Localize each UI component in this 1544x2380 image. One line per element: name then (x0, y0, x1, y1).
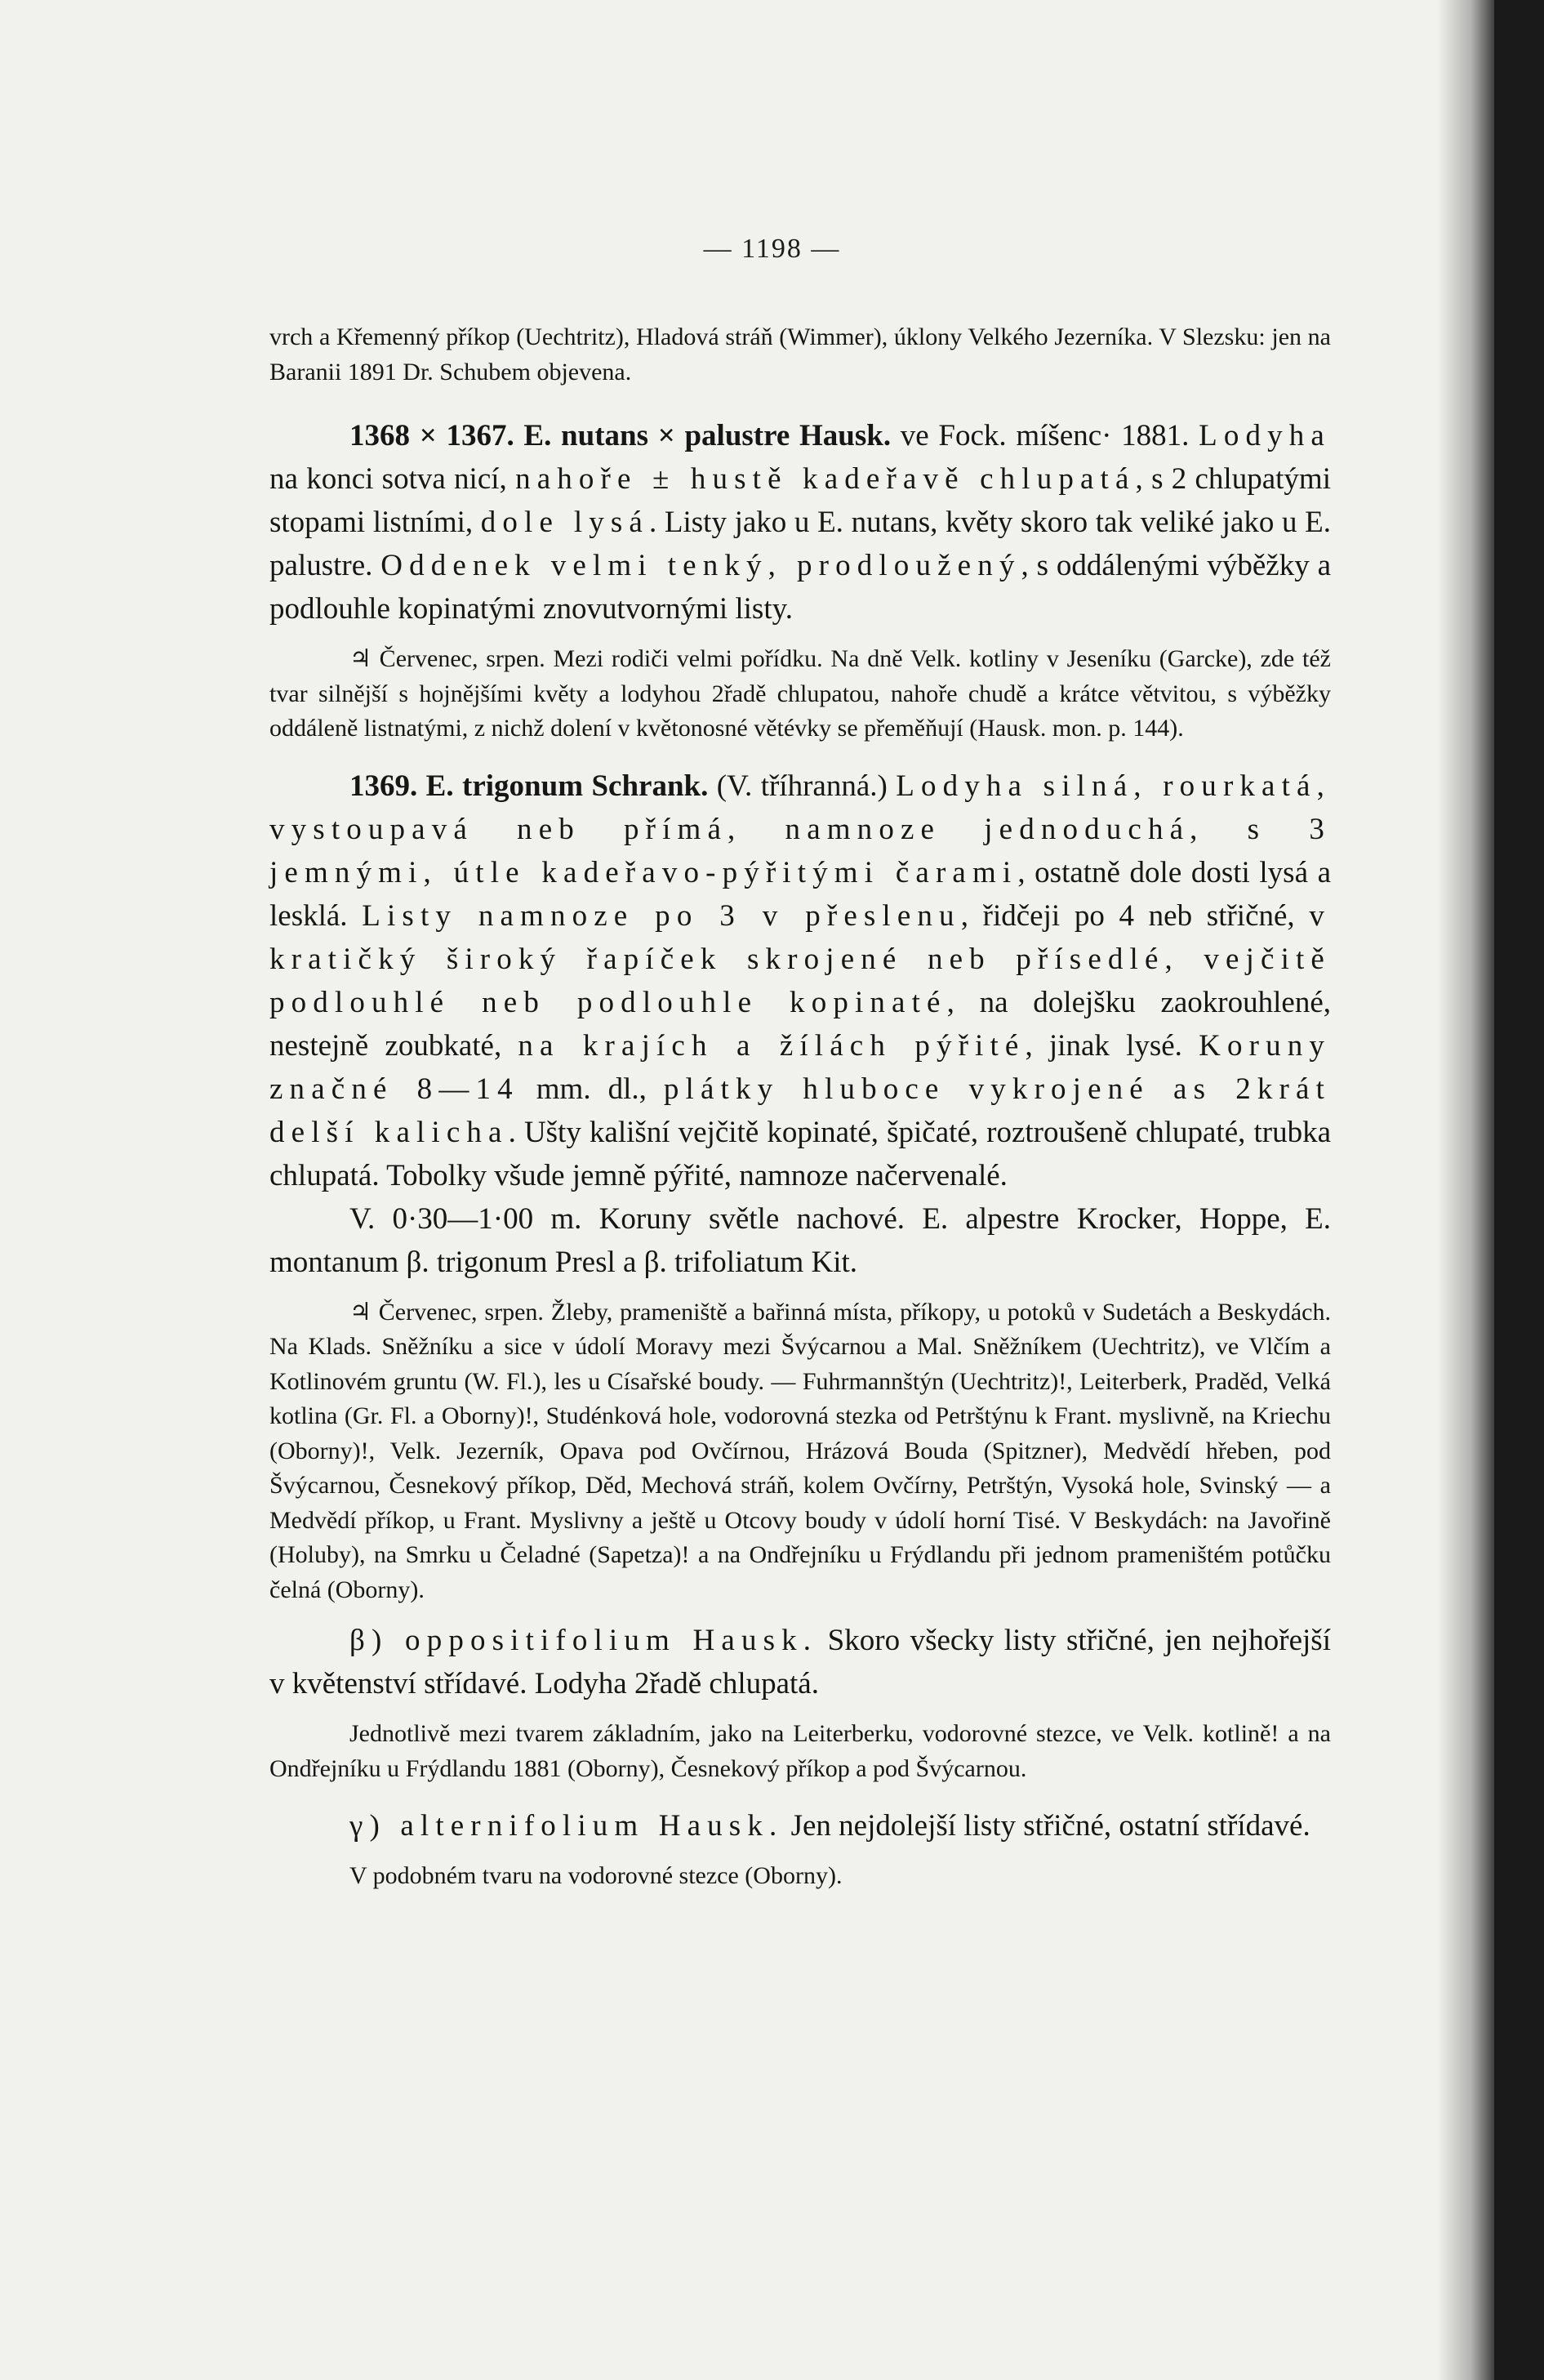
entry-1369 (269, 764, 1331, 1197)
entry-1369-spaced-3: Listy namnoze po 3 v přeslenu (362, 898, 961, 933)
variety-beta (269, 1619, 1331, 1705)
variety-beta-text: Skoro všecky listy střičné, jen nejhořejší v květenství střídavé. Lodyha 2řadě chlupatá. (269, 1624, 1331, 1700)
entry-1369-text-4: , řidčeji po 4 neb střičné, (960, 898, 1310, 933)
entry-1369-spaced-5: v kratičký široký řapíček skrojené neb přísedlé, vejčitě podlouhlé neb podlouhle kopinaté (269, 898, 1331, 1019)
note-1369: ♃ Červenec, srpen. Žleby, prameniště a bařinná místa, příkopy, u potoků v Sudetách a Beskydách. Na Klads. Sněžníku a sice v údolí Moravy mezi Švýcarnou a Mal. Sněžníkem (Uechtritz), ve Vlčím a Kotlinovém gruntu (W. Fl.), les u Císařské boudy. — Fuhrmannštýn (Uechtritz)!, Leiterberk, Praděd, Velká kotlina (Gr. Fl. a Oborny)!, Studénková hole, vodorovná stezka od Petrštýnu k Frant. myslivně, na Kriechu (Oborny)!, Velk. Jezerník, Opava pod Ovčírnou, Hrázová Bouda (Spitzner), Medvědí hřeben, pod Švýcarnou, Česnekový příkop, Děd, Mechová stráň, kolem Ovčírny, Petrštýn, Vysoká hole, Svinský — a Medvědí příkop, u Frant. Myslivny a ještě u Otcovy boudy v údolí horní Tisé. V Beskydách: na Javořině (Holuby), na Smrku u Čeladné (Sapetza)! a na Ondřejníku u Frýdlandu při jednom prameništém potůčku čelná (Oborny). (269, 1298, 1331, 1603)
entry-1368-spaced-3: nahoře ± hustě kadeřavě chlupatá (515, 462, 1136, 496)
entry-1369-spaced-1: Lodyha silná, rourkatá, vystoupavá neb přímá, namnoze jednoduchá, s 3 jemnými, útle kadeřavo-pýřitými čarami (269, 769, 1331, 889)
note-gamma: V podobném tvaru na vodorovné stezce (Oborny). (349, 1862, 843, 1889)
page-number: — 1198 — (703, 234, 841, 264)
entry-1369-spaced-11: plátky hluboce vykrojené as 2krát delší kalicha (269, 1072, 1331, 1149)
entry-1368-spaced-7: Oddenek velmi tenký, prodloužený (380, 549, 1021, 582)
entry-1368-text-2: na konci sotva nicí, (269, 462, 516, 496)
variety-beta-name: β) oppositifolium Hausk. (349, 1624, 818, 1657)
entry-1369-text-12: . Ušty kališní vejčitě kopinaté, špičaté, roztroušeně chlupaté, trubka chlupatá. Tobolky všude jemně pýřité, namnoze načervenalé. (269, 1115, 1331, 1192)
entry-1369-text-0: (V. tříhranná.) (708, 769, 897, 803)
variety-gamma (269, 1804, 1331, 1847)
note-beta: Jednotlivě mezi tvarem základním, jako na Leiterberku, vodorovné stezce, ve Velk. kotlině! a na Ondřejníku u Frýdlandu 1881 (Oborny), Česnekový příkop a pod Švýcarnou. (269, 1720, 1331, 1782)
variety-gamma-text: Jen nejdolejší listy střičné, ostatní střídavé. (783, 1809, 1310, 1843)
note-1368: ♃ Červenec, srpen. Mezi rodiči velmi pořídku. Na dně Velk. kotliny v Jeseníku (Garcke), zde též tvar silnější s hojnějšími květy a lodyhou 2řadě chlupatou, nahoře chudě a krátce větvitou, s výběžky oddáleně listnatými, z nichž dolení v květonosné větévky se přeměňují (Hausk. mon. p. 144). (269, 645, 1331, 742)
entry-1368-text-8: , s oddálenými výběžky a podlouhle kopinatými znovutvornými listy. (269, 549, 1331, 626)
entry-1368-text-4: , s 2 chlupatými stopami listními, (269, 462, 1331, 539)
entry-1368-text-6: . Listy jako u E. nutans, květy skoro tak veliké jako u E. palustre. (269, 506, 1331, 582)
variety-gamma-name: γ) alternifolium Hausk. (349, 1809, 784, 1843)
entry-1368-heading-rest: ve Fock. míšenc· 1881. (891, 419, 1199, 452)
entry-1369-text-8: , jinak lysé. (1025, 1028, 1199, 1063)
entry-1368-spaced-5: dole lysá (480, 506, 649, 539)
entry-1369-spaced-7: na krajích a žílách pýřité (518, 1028, 1026, 1063)
continuation-paragraph: vrch a Křemenný příkop (Uechtritz), Hladová stráň (Wimmer), úklony Velkého Jezerníka. V Slezsku: jen na Baranii 1891 Dr. Schubem objevena. (269, 323, 1331, 386)
synonyms-paragraph: V. 0·30—1·00 m. Koruny světle nachové. E. alpestre Krocker, Hoppe, E. montanum β. trigonum Presl a β. trifoliatum Kit. (269, 1201, 1331, 1279)
page-edge-shadow (1437, 0, 1494, 2380)
page-body (269, 320, 1331, 1894)
entry-1369-spaced-9: Koruny značné 8—14 (269, 1028, 1331, 1106)
entry-1369-heading: 1369. E. trigonum Schrank. (349, 769, 709, 803)
entry-1368 (269, 414, 1331, 631)
entry-1369-text-2: , ostatně dole dosti lysá a lesklá. (269, 855, 1331, 933)
entry-1368-heading: 1368 × 1367. E. nutans × palustre Hausk. (349, 419, 892, 452)
entry-1368-spaced-1: Lodyha (1199, 419, 1331, 452)
entry-1369-text-6: , na dolejšku zaokrouhlené, nestejně zoubkaté, (269, 985, 1331, 1063)
entry-1369-text-10: mm. dl., (518, 1072, 664, 1106)
